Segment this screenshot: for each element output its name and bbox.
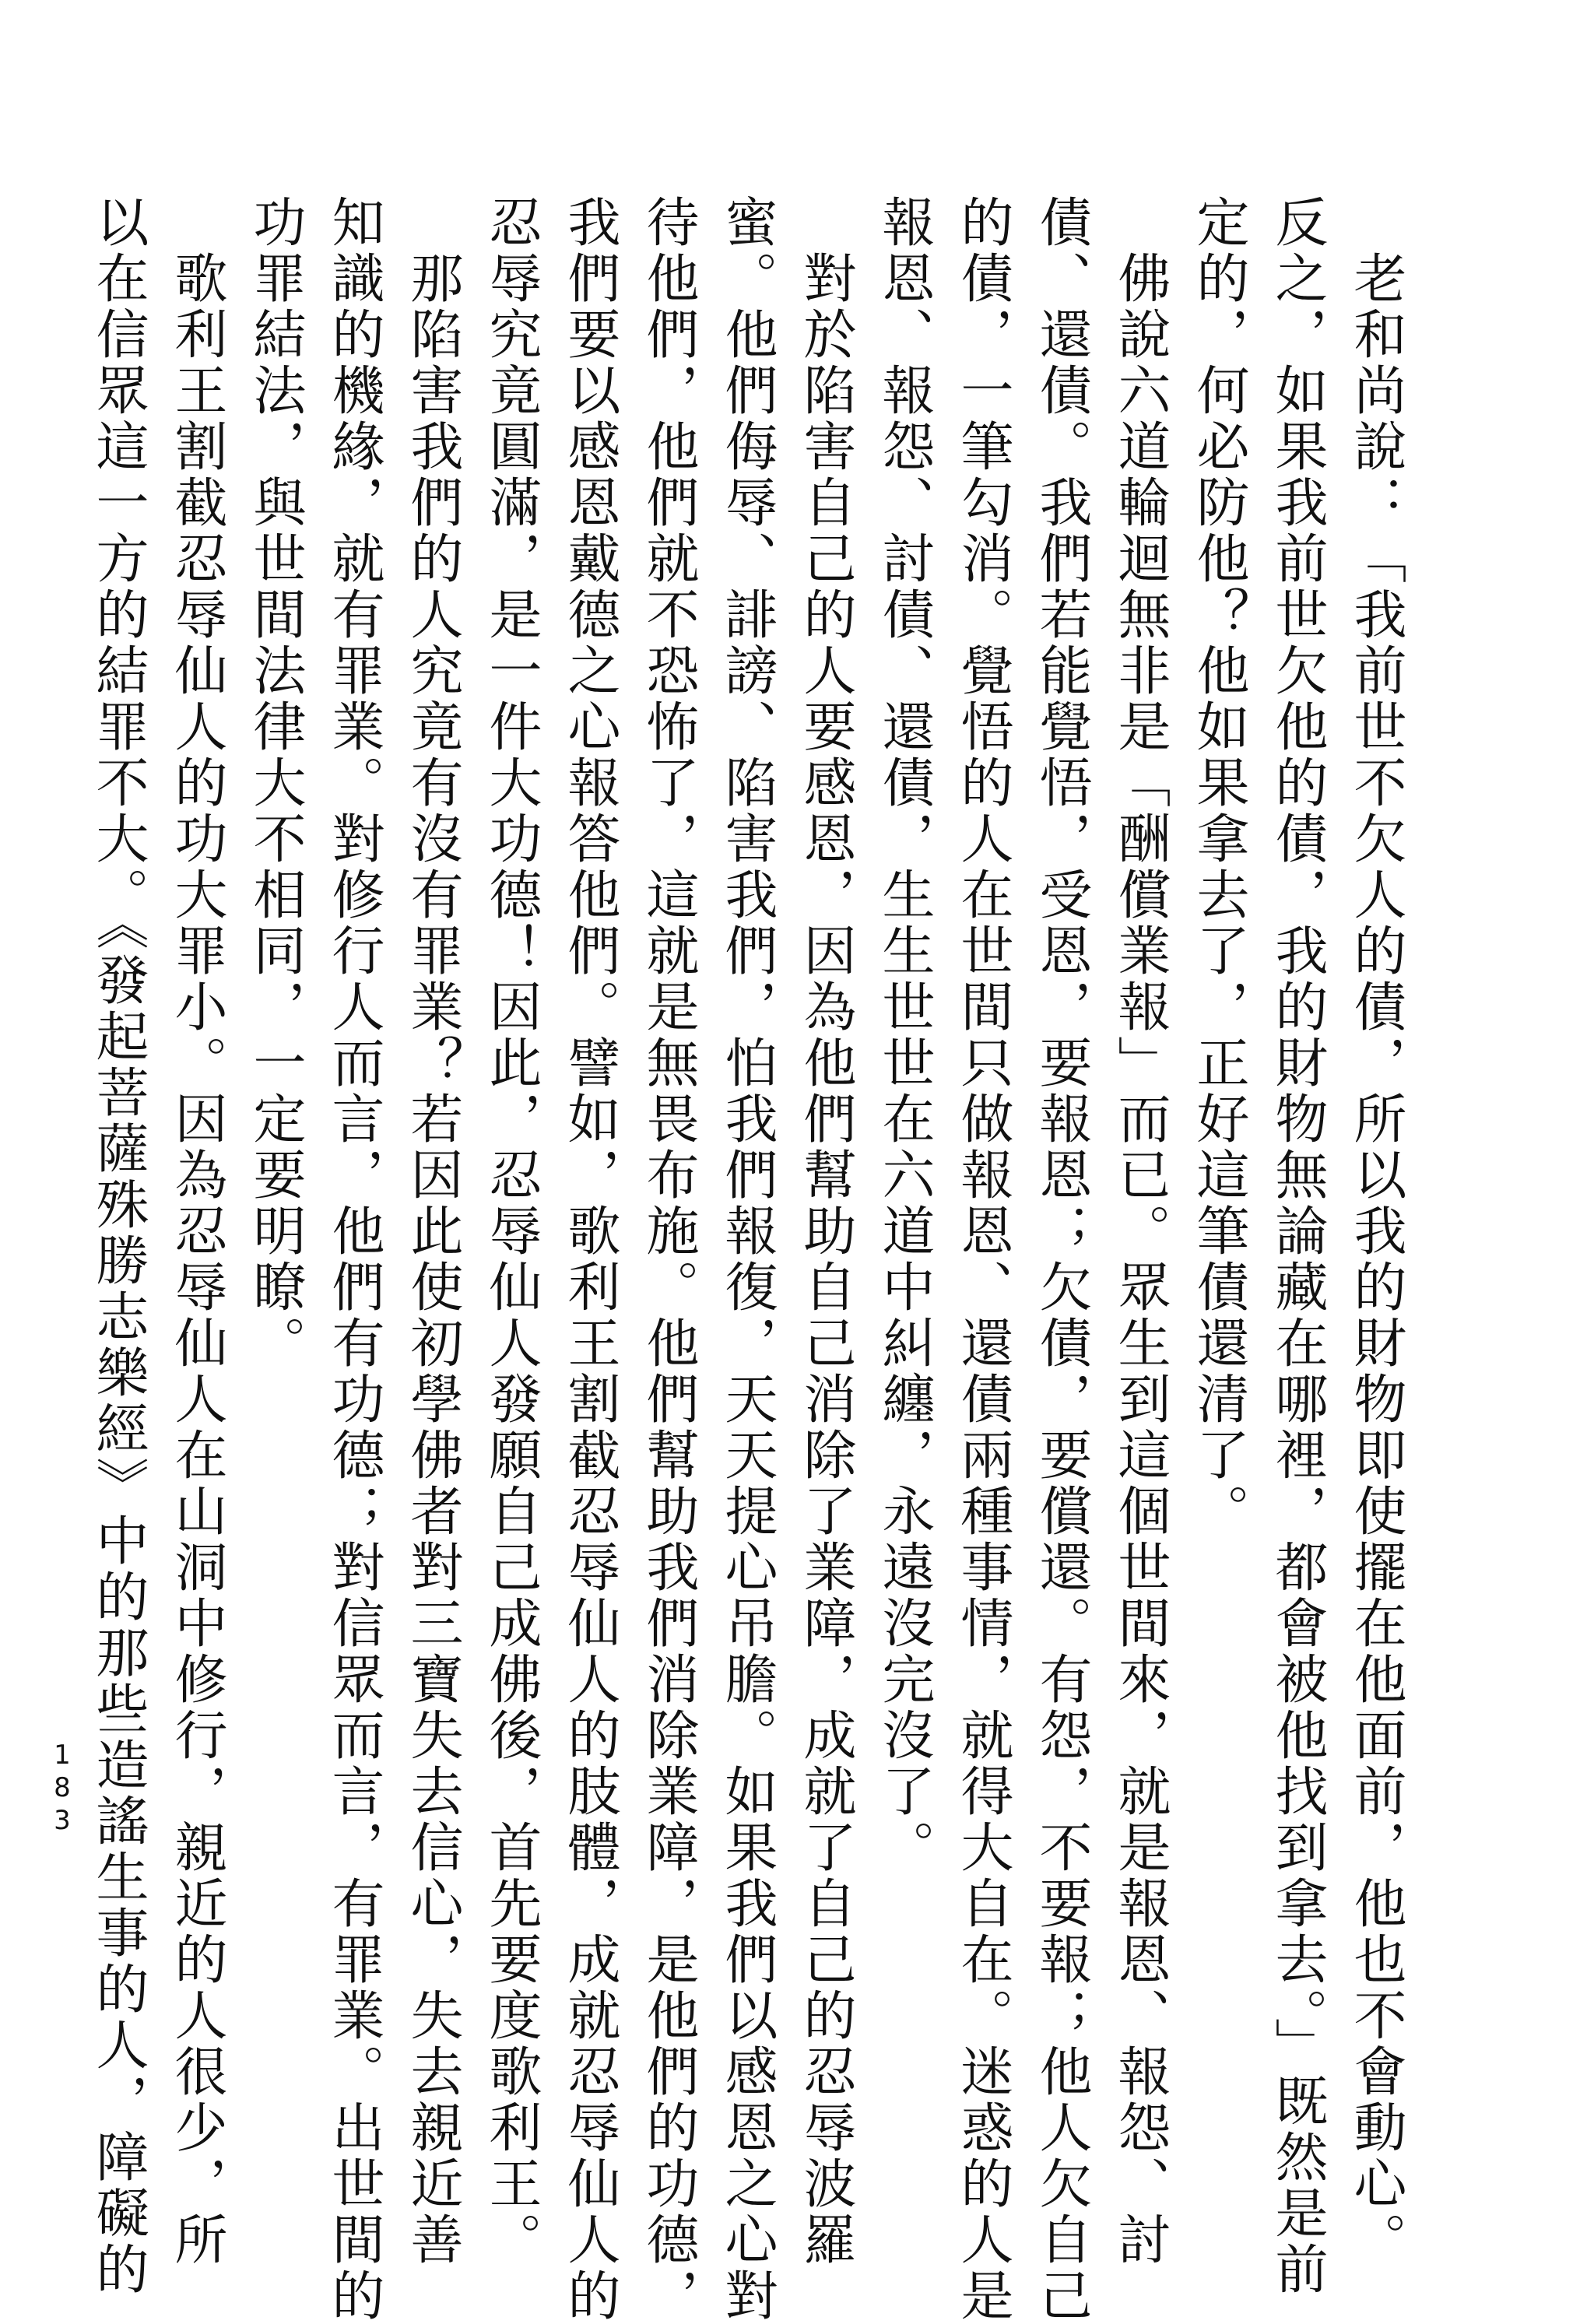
text-line: 以在信眾這一方的結罪不大。《發起菩薩殊勝志樂經》中的那些造謠生事的人，障礙的 [87, 195, 149, 2298]
text-line: 忍辱究竟圓滿，是一件大功德！因此，忍辱仙人發願自己成佛後，首先要度歌利王。 [480, 195, 542, 2268]
text-line: 反之，如果我前世欠他的債，我的財物無論藏在哪裡，都會被他找到拿去。」既然是前 [1266, 195, 1328, 2298]
text-line: 老和尚說：「我前世不欠人的債，所以我的財物即使擺在他面前，他也不會動心。 [1345, 195, 1406, 2268]
text-line: 功罪結法，與世間法律大不相同，一定要明瞭。 [244, 195, 306, 1371]
text-line: 佛說六道輪迴無非是「酬償業報」而已。眾生到這個世間來，就是報恩、報怨、討 [1109, 195, 1171, 2268]
text-line: 蜜。他們侮辱、誹謗、陷害我們，怕我們報復，天天提心吊膽。如果我們以感恩之心對 [716, 195, 778, 2324]
text-line: 知識的機緣，就有罪業。對修行人而言，他們有功德；對信眾而言，有罪業。出世間的 [323, 195, 384, 2324]
text-line: 歌利王割截忍辱仙人的功大罪小。因為忍辱仙人在山洞中修行，親近的人很少，所 [166, 195, 227, 2268]
vertical-text-body [79, 195, 1415, 2324]
text-line: 那陷害我們的人究竟有沒有罪業？若因此使初學佛者對三寶失去信心，失去親近善 [402, 195, 463, 2268]
page-number: 183 [47, 1739, 78, 1838]
text-line: 債、還債。我們若能覺悟，受恩，要報恩；欠債，要償還。有怨，不要報；他人欠自己 [1030, 195, 1092, 2324]
text-line: 的債，一筆勾消。覺悟的人在世間只做報恩、還債兩種事情，就得大自在。迷惑的人是 [952, 195, 1013, 2324]
text-line: 對於陷害自己的人要感恩，因為他們幫助自己消除了業障，成就了自己的忍辱波羅 [795, 195, 856, 2268]
text-line: 報恩、報怨、討債、還債，生生世世在六道中糾纏，永遠沒完沒了。 [873, 195, 935, 1876]
text-line: 待他們，他們就不恐怖了，這就是無畏布施。他們幫助我們消除業障，是他們的功德， [637, 195, 699, 2324]
text-line: 定的，何必防他？他如果拿去了，正好這筆債還清了。 [1188, 195, 1249, 1539]
text-line: 我們要以感恩戴德之心報答他們。譬如，歌利王割截忍辱仙人的肢體，成就忍辱仙人的 [559, 195, 620, 2324]
